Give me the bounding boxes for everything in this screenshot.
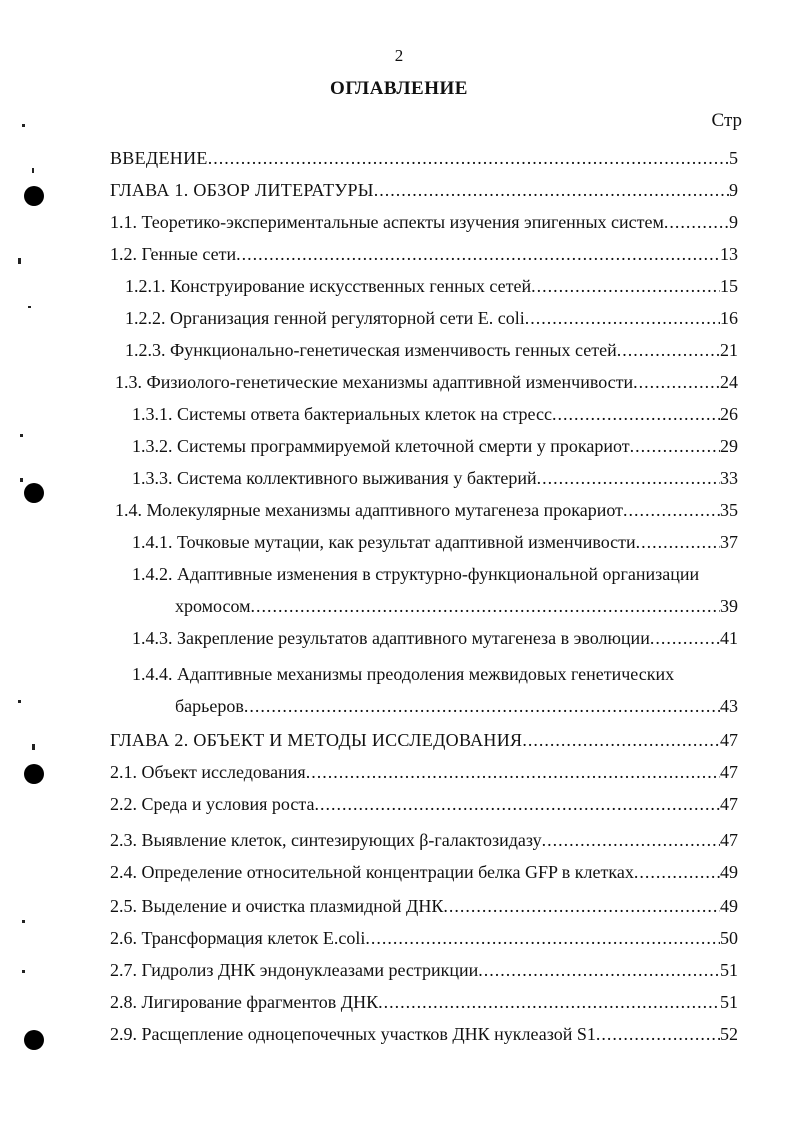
toc-leader	[617, 338, 720, 362]
toc-entry-label: 1.4.1. Точковые мутации, как результат адаптивной изменчивости	[132, 532, 636, 552]
toc-entry-page: 29	[720, 436, 738, 456]
toc-leader	[664, 210, 729, 234]
toc-entry-page: 49	[720, 862, 738, 882]
toc-entry-page: 37	[720, 532, 738, 552]
scan-speck	[28, 306, 31, 308]
toc-entry-label: 1.4.3. Закрепление результатов адаптивного мутагенеза в эволюции	[132, 628, 650, 648]
toc-entry-page: 26	[720, 404, 738, 424]
scan-speck	[32, 168, 34, 173]
toc-entry-page: 47	[720, 762, 738, 782]
toc-entry-page: 9	[729, 212, 738, 232]
toc-entry-label: ГЛАВА 1. ОБЗОР ЛИТЕРАТУРЫ	[110, 180, 374, 200]
toc-entry-page: 39	[720, 596, 738, 616]
toc-leader	[531, 274, 720, 298]
toc-entry-page: 47	[720, 730, 738, 750]
toc-entry-label: 2.4. Определение относительной концентрации белка GFP в клетках	[110, 862, 634, 882]
toc-entry[interactable]	[115, 370, 738, 394]
toc-entry[interactable]	[132, 626, 738, 650]
toc-entry-page: 13	[720, 244, 738, 264]
toc-leader	[306, 760, 720, 784]
toc-entry-label: 1.2.3. Функционально-генетическая изменчивость генных сетей	[125, 340, 617, 360]
binder-hole-mark	[24, 483, 44, 503]
toc-entry-label-continued: хромосом	[175, 596, 251, 616]
toc-leader	[542, 828, 720, 852]
toc-entry-label: 1.2.1. Конструирование искусственных генных сетей	[125, 276, 532, 296]
toc-entry-page: 47	[720, 830, 738, 850]
toc-entry[interactable]	[175, 594, 738, 618]
toc-entry-label: 1.1. Теоретико-экспериментальные аспекты изучения эпигенных систем	[110, 212, 664, 232]
toc-entry-label: 1.2. Генные сети	[110, 244, 237, 264]
toc-entry[interactable]	[132, 434, 738, 458]
page-column-label: Стр	[711, 110, 742, 131]
toc-leader	[525, 306, 720, 330]
toc-entry-page: 49	[720, 896, 738, 916]
toc-entry-label: 2.7. Гидролиз ДНК эндонуклеазами рестрикции	[110, 960, 479, 980]
toc-entry[interactable]	[110, 1022, 738, 1046]
toc-entry-page: 9	[729, 180, 738, 200]
toc-entry-page: 21	[720, 340, 738, 360]
toc-entry-label: 2.6. Трансформация клеток E.coli	[110, 928, 366, 948]
toc-leader	[522, 728, 720, 752]
toc-entry-page: 43	[720, 696, 738, 716]
toc-entry[interactable]	[110, 760, 738, 784]
toc-entry[interactable]	[110, 178, 738, 202]
page-title: ОГЛАВЛЕНИЕ	[330, 78, 468, 99]
scan-speck	[22, 920, 25, 923]
toc-leader	[443, 894, 720, 918]
toc-leader	[630, 434, 720, 458]
toc-entry-page: 33	[720, 468, 738, 488]
toc-leader	[374, 178, 729, 202]
toc-entry[interactable]	[110, 728, 738, 752]
toc-entry-label: 1.3.3. Система коллективного выживания у бактерий	[132, 468, 537, 488]
toc-leader	[378, 990, 720, 1014]
toc-entry[interactable]	[175, 694, 738, 718]
page-number: 2	[394, 46, 404, 65]
toc-entry-page: 16	[720, 308, 738, 328]
binder-hole-mark	[24, 1030, 44, 1050]
toc-entry-page: 51	[720, 960, 738, 980]
toc-entry-page: 47	[720, 794, 738, 814]
toc-entry[interactable]	[110, 242, 738, 266]
toc-leader	[537, 466, 720, 490]
binder-hole-mark	[24, 764, 44, 784]
toc-entry[interactable]	[110, 990, 738, 1014]
toc-entry-page: 41	[720, 628, 738, 648]
toc-entry-label: 2.8. Лигирование фрагментов ДНК	[110, 992, 379, 1012]
toc-entry[interactable]	[110, 860, 738, 884]
toc-entry[interactable]	[110, 828, 738, 852]
toc-entry-label: 1.4. Молекулярные механизмы адаптивного мутагенеза прокариот	[115, 500, 623, 520]
toc-entry-label[interactable]: 1.4.2. Адаптивные изменения в структурно-функциональной организации	[132, 564, 700, 584]
toc-entry[interactable]	[132, 402, 738, 426]
toc-leader	[314, 792, 720, 816]
scan-speck	[22, 970, 25, 973]
toc-entry[interactable]	[132, 530, 738, 554]
toc-entry[interactable]	[110, 894, 738, 918]
toc-entry[interactable]	[110, 210, 738, 234]
toc-entry-page: 15	[720, 276, 738, 296]
toc-leader	[623, 498, 720, 522]
toc-entry-label[interactable]: 1.4.4. Адаптивные механизмы преодоления межвидовых генетических	[132, 664, 675, 684]
toc-leader	[208, 146, 729, 170]
toc-leader	[633, 370, 720, 394]
scan-speck	[18, 700, 21, 703]
toc-leader	[236, 242, 720, 266]
toc-entry-label: 2.3. Выявление клеток, синтезирующих β-галактозидазу	[110, 830, 542, 850]
toc-entry-page: 51	[720, 992, 738, 1012]
scan-speck	[32, 744, 35, 750]
toc-entry-label: 2.1. Объект исследования	[110, 762, 306, 782]
toc-entry-label: 1.3.1. Системы ответа бактериальных клеток на стресс	[132, 404, 552, 424]
toc-entry-page: 24	[720, 372, 738, 392]
toc-entry[interactable]	[115, 498, 738, 522]
toc-entry[interactable]	[110, 926, 738, 950]
toc-entry-label: ГЛАВА 2. ОБЪЕКТ И МЕТОДЫ ИССЛЕДОВАНИЯ	[110, 730, 523, 750]
toc-leader	[251, 594, 720, 618]
toc-entry-label: 1.2.2. Организация генной регуляторной сети E. coli	[125, 308, 525, 328]
toc-entry-page: 5	[729, 148, 738, 168]
toc-entry[interactable]	[110, 958, 738, 982]
toc-entry-label: 2.2. Среда и условия роста	[110, 794, 315, 814]
toc-entry-label: 1.3.2. Системы программируемой клеточной смерти у прокариот	[132, 436, 630, 456]
toc-leader	[244, 694, 720, 718]
toc-entry-page: 50	[720, 928, 738, 948]
toc-leader	[365, 926, 720, 950]
toc-leader	[552, 402, 720, 426]
scan-speck	[18, 258, 21, 264]
toc-leader	[478, 958, 720, 982]
toc-entry-page: 35	[720, 500, 738, 520]
scan-speck	[22, 124, 25, 127]
toc-entry[interactable]	[110, 792, 738, 816]
toc-entry-label: 1.3. Физиолого-генетические механизмы адаптивной изменчивости	[115, 372, 634, 392]
binder-hole-mark	[24, 186, 44, 206]
toc-entry[interactable]	[125, 306, 738, 330]
toc-entry-page: 52	[720, 1024, 738, 1044]
toc-entry-label: 2.5. Выделение и очистка плазмидной ДНК	[110, 896, 444, 916]
toc-entry[interactable]	[110, 146, 738, 170]
toc-leader	[596, 1022, 720, 1046]
toc-leader	[634, 860, 720, 884]
toc-entry[interactable]	[125, 274, 738, 298]
scan-speck	[20, 478, 23, 482]
toc-entry[interactable]	[132, 466, 738, 490]
toc-entry-label: ВВЕДЕНИЕ	[110, 148, 208, 168]
toc-leader	[636, 530, 720, 554]
toc-entry-label-continued: барьеров	[175, 696, 244, 716]
toc-entry-label: 2.9. Расщепление одноцепочечных участков ДНК нуклеазой S1	[110, 1024, 596, 1044]
scan-speck	[20, 434, 23, 437]
toc-entry[interactable]	[125, 338, 738, 362]
toc-leader	[650, 626, 720, 650]
